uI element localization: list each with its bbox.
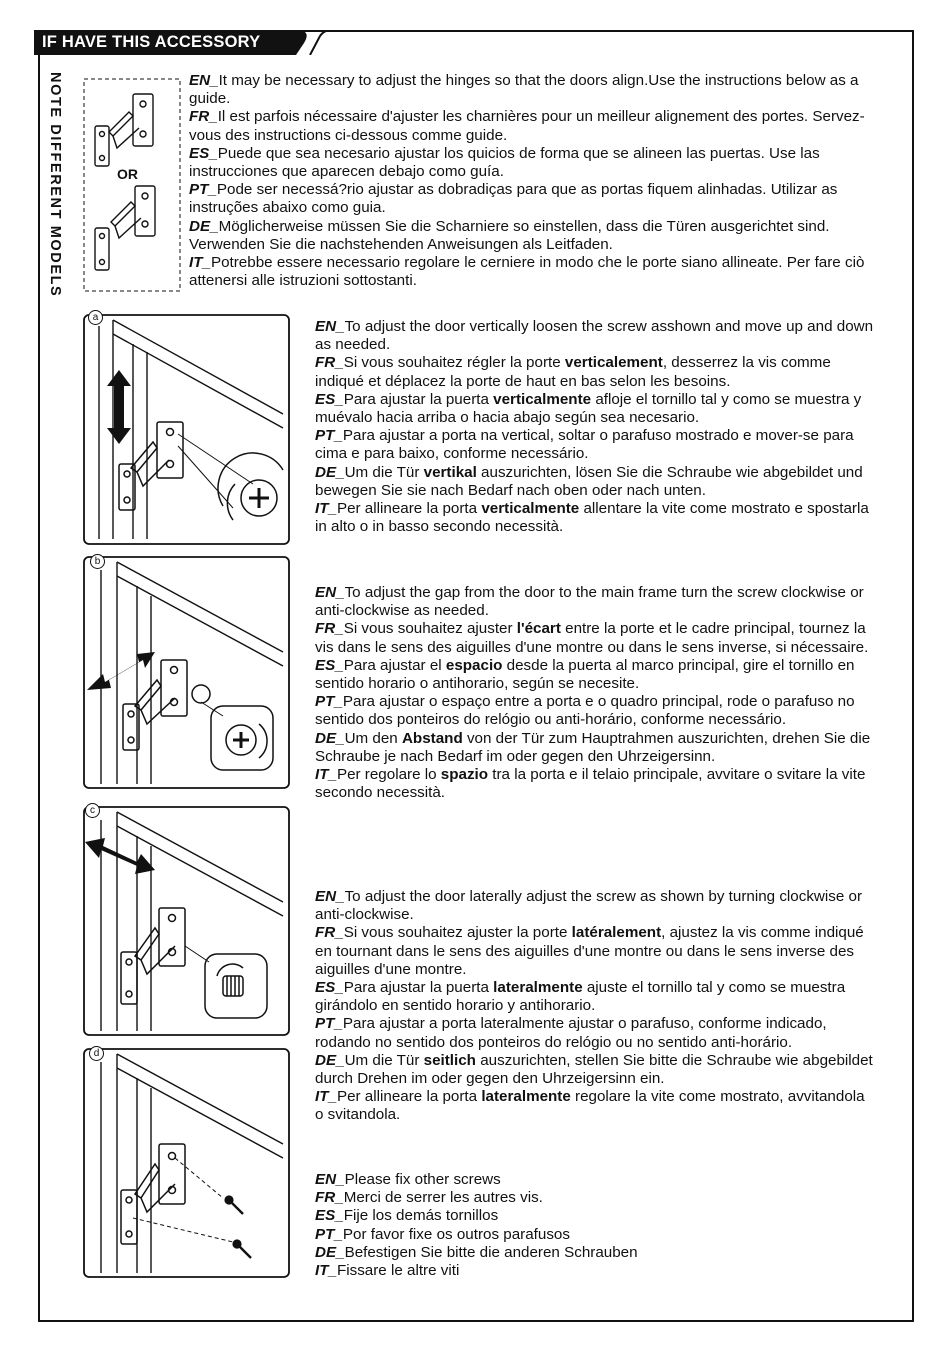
step-entry-pt xyxy=(315,427,875,463)
lang-code: PT xyxy=(315,1015,335,1033)
lang-separator: _ xyxy=(336,1243,345,1261)
keyword: l'écart xyxy=(516,620,561,638)
figure-a xyxy=(83,314,290,545)
lang-code: EN xyxy=(315,888,337,905)
entry-text: Möglicherweise müssen Sie die Scharniere so einstellen, dass die Türen ausgerichtet sind. Verwenden Sie die nachstehenden Anweisungen als Leitfaden. xyxy=(189,217,830,253)
lang-separator: _ xyxy=(334,427,343,445)
step-entry-pt xyxy=(315,1226,875,1244)
entry-text: Merci de serrer les autres vis. xyxy=(343,1189,543,1207)
keyword: seitlich xyxy=(423,1051,476,1069)
or-label: OR xyxy=(117,166,138,182)
keyword: verticalmente xyxy=(481,500,580,518)
step-entry-de xyxy=(315,730,875,766)
entry-text: Para ajustar a porta na vertical, soltar o parafuso mostrado e mover-se para cima e para baixo, conforme necessário. xyxy=(315,427,854,463)
lang-separator: _ xyxy=(336,463,345,481)
step-entry-es xyxy=(315,391,875,427)
lang-code: FR xyxy=(315,1189,336,1207)
side-note xyxy=(45,72,65,332)
step-entry-pt xyxy=(315,693,875,729)
intro-entry-es xyxy=(189,145,869,181)
intro-entry-fr xyxy=(189,108,869,144)
lang-code: DE xyxy=(315,463,337,481)
lang-separator: _ xyxy=(336,584,345,601)
intro-entry-pt xyxy=(189,181,869,217)
entry-text: Para ajustar a porta lateralmente ajustar o parafuso, conforme indicado, rodando no sentido dos ponteiros do relógio ou no sentido anti-horário. xyxy=(315,1015,827,1051)
lang-separator: _ xyxy=(210,72,219,89)
entry-text: tra la porta e il telaio principale, avvitare o svitare la vite secondo necessità. xyxy=(315,766,866,802)
keyword: lateralmente xyxy=(493,979,583,997)
lang-separator: _ xyxy=(335,924,344,942)
lang-separator: _ xyxy=(334,1225,343,1243)
keyword: Abstand xyxy=(401,729,463,747)
entry-text: Puede que sea necesario ajustar los quicios de forma que se alineen las puertas. Use las instrucciones que aparecen debajo como guía. xyxy=(189,144,820,181)
side-note-text: NOTE DIFFERENT MODELS xyxy=(47,72,63,298)
step-badge-d: d xyxy=(89,1046,104,1061)
lang-code: PT xyxy=(315,1225,335,1243)
entry-text: Um den xyxy=(344,729,402,747)
keyword: verticalement xyxy=(564,354,663,372)
step-entry-fr xyxy=(315,354,875,390)
lang-separator: _ xyxy=(335,1207,344,1225)
screw-icon xyxy=(225,1196,243,1214)
rotate-arrow-icon xyxy=(217,964,243,976)
lang-separator: _ xyxy=(335,354,344,372)
lang-separator: _ xyxy=(328,766,337,784)
lang-separator: _ xyxy=(335,656,344,674)
step-badge-a: a xyxy=(88,310,103,325)
entry-text: , desserrez la vis comme indiqué et déplacez la porte de haut en bas selon les besoins. xyxy=(315,354,831,390)
lang-separator: _ xyxy=(210,217,219,235)
rotate-arrow-icon xyxy=(259,724,267,758)
step-entry-fr xyxy=(315,924,875,979)
lang-code: PT xyxy=(315,427,335,445)
entry-text: Para ajustar la puerta xyxy=(343,390,494,408)
lang-code: ES xyxy=(315,979,336,997)
intro-text xyxy=(189,72,869,290)
step-entry-en xyxy=(315,318,875,354)
entry-text: Si vous souhaitez ajuster xyxy=(343,620,517,638)
entry-text: Pode ser necessá?rio ajustar as dobradiças para que as portas fiquem alinhadas. Utilizar as instruções abaixo como guia. xyxy=(189,181,838,217)
entry-text: Si vous souhaitez ajuster la porte xyxy=(343,924,572,942)
intro-entry-de xyxy=(189,218,869,254)
hinge-icon xyxy=(119,422,183,510)
entry-text: allentare la vite come mostrato e spostarla in alto o in basso secondo necessità. xyxy=(315,500,869,536)
lang-separator: _ xyxy=(336,318,345,335)
intro-entry-en xyxy=(189,72,869,108)
lang-separator: _ xyxy=(328,500,337,518)
lang-code: PT xyxy=(315,693,335,711)
entry-text: To adjust the door laterally adjust the screw as shown by turning clockwise or anti-clockwise. xyxy=(315,888,863,924)
lang-code: FR xyxy=(189,108,210,126)
lang-code: EN xyxy=(189,72,211,89)
step-entry-pt xyxy=(315,1015,875,1051)
entry-text: desde la puerta al marco principal, gire el tornillo en sentido horario o antihorario, según se necesite. xyxy=(315,656,855,693)
keyword: lateralmente xyxy=(481,1088,571,1106)
step-entry-it xyxy=(315,500,875,536)
up-down-arrow-icon xyxy=(107,370,131,444)
lang-separator: _ xyxy=(328,1088,337,1106)
entry-text: afloje el tornillo tal y como se muestra y muévalo hacia arriba o hacia abajo según sea necesario. xyxy=(315,390,862,427)
lang-separator: _ xyxy=(335,1189,344,1207)
entry-text: , ajustez la vis comme indiqué en tournant dans le sens des aiguilles d'une montre ou dans le sens inverse des aiguilles d'une montre. xyxy=(315,924,864,978)
lang-code: IT xyxy=(189,254,203,272)
entry-text: von der Tür zum Hauptrahmen auszurichten, drehen Sie die Schraube je nach Bedarf im oder gegen den Uhrzeigersinn. xyxy=(315,729,871,765)
lang-separator: _ xyxy=(334,1015,343,1033)
entry-text: Per regolare lo xyxy=(336,766,441,784)
step-d-text xyxy=(315,1171,875,1280)
keyword: latéralement xyxy=(571,924,662,942)
step-c-text xyxy=(315,888,875,1125)
step-entry-en xyxy=(315,1171,875,1189)
step-entry-de xyxy=(315,1052,875,1088)
lang-separator: _ xyxy=(209,108,218,126)
hinge-icon xyxy=(95,186,155,270)
entry-text: auszurichten, stellen Sie bitte die Schraube wie abgebildet durch Drehen im oder gegen den Uhrzeigersinn ein. xyxy=(315,1051,873,1088)
banner-title: IF HAVE THIS ACCESSORY xyxy=(42,33,261,51)
step-badge-b: b xyxy=(90,554,105,569)
lang-code: ES xyxy=(315,390,336,408)
lang-code: FR xyxy=(315,620,336,638)
entry-text: To adjust the door vertically loosen the screw asshown and move up and down as needed. xyxy=(315,318,874,354)
hinge-icon xyxy=(123,660,210,750)
entry-text: entre la porte et le cadre principal, tournez la vis dans le sens des aiguilles d'une montre ou dans le sens inverse, si nécessaire. xyxy=(315,620,869,656)
hinge-icon xyxy=(121,1144,185,1244)
lang-code: EN xyxy=(315,1171,337,1188)
entry-text: auszurichten, lösen Sie die Schraube wie abgebildet und bewegen Sie sie nach Bedarf nach oben oder nach unten. xyxy=(315,463,863,499)
screw-icon xyxy=(233,1240,251,1258)
lang-separator: _ xyxy=(334,693,343,711)
lang-code: DE xyxy=(315,1051,337,1069)
step-entry-it xyxy=(315,766,875,802)
lang-code: DE xyxy=(189,217,211,235)
hinge-icon xyxy=(95,94,153,166)
lang-code: EN xyxy=(315,318,337,335)
step-entry-fr xyxy=(315,620,875,656)
entry-text: Il est parfois nécessaire d'ajuster les charnières pour un meilleur alignement des portes. Servez-vous des instructions ci-dessous comme guide. xyxy=(189,108,865,144)
lang-code: IT xyxy=(315,1088,329,1106)
rotate-arrow-icon xyxy=(227,484,235,520)
lang-code: EN xyxy=(315,584,337,601)
lang-code: DE xyxy=(315,1243,337,1261)
step-entry-de xyxy=(315,464,875,500)
step-entry-en xyxy=(315,584,875,620)
intro-figure xyxy=(83,78,181,292)
lang-code: ES xyxy=(189,144,210,162)
left-right-arrow-icon xyxy=(87,652,155,690)
keyword: spazio xyxy=(440,766,489,784)
lang-code: FR xyxy=(315,354,336,372)
lang-code: IT xyxy=(315,766,329,784)
entry-text: Befestigen Sie bitte die anderen Schrauben xyxy=(344,1243,638,1261)
figure-c xyxy=(83,806,290,1036)
entry-text: Per allineare la porta xyxy=(336,1088,482,1106)
entry-text: ajuste el tornillo tal y como se muestra girándolo en sentido horario y antihorario. xyxy=(315,979,846,1015)
lang-separator: _ xyxy=(336,1171,345,1188)
entry-text: Si vous souhaitez régler la porte xyxy=(343,354,565,372)
intro-entry-it xyxy=(189,254,869,290)
entry-text: Para ajustar el xyxy=(343,656,446,674)
lang-code: IT xyxy=(315,500,329,518)
screw-icon xyxy=(211,706,273,770)
lang-separator: _ xyxy=(328,1262,337,1280)
lang-separator: _ xyxy=(336,1051,345,1069)
entry-text: Para ajustar la puerta xyxy=(343,979,494,997)
entry-text: regolare la vite come mostrato, avvitandola o svitandola. xyxy=(315,1088,865,1124)
figure-b xyxy=(83,556,290,789)
lang-separator: _ xyxy=(336,729,345,747)
lang-code: ES xyxy=(315,1207,336,1225)
lang-separator: _ xyxy=(336,888,345,905)
hinge-icon xyxy=(121,908,185,1004)
entry-text: Um die Tür xyxy=(344,463,424,481)
entry-text: Please fix other screws xyxy=(344,1171,501,1188)
step-entry-de xyxy=(315,1244,875,1262)
lang-code: ES xyxy=(315,656,336,674)
step-entry-fr xyxy=(315,1189,875,1207)
step-entry-it xyxy=(315,1262,875,1280)
lang-code: FR xyxy=(315,924,336,942)
lang-separator: _ xyxy=(208,181,217,199)
lang-separator: _ xyxy=(335,979,344,997)
entry-text: Para ajustar o espaço entre a porta e o quadro principal, rode o parafuso no sentido dos ponteiros do relógio ou anti-horário, conforme necessário. xyxy=(315,693,855,729)
step-b-text xyxy=(315,584,875,802)
step-entry-en xyxy=(315,888,875,924)
step-entry-es xyxy=(315,657,875,693)
entry-text: Per allineare la porta xyxy=(336,500,482,518)
lang-separator: _ xyxy=(335,620,344,638)
step-entry-es xyxy=(315,979,875,1015)
keyword: vertikal xyxy=(423,463,477,481)
section-banner xyxy=(34,30,334,55)
entry-text: Por favor fixe os outros parafusos xyxy=(342,1225,570,1243)
step-entry-es xyxy=(315,1207,875,1225)
entry-text: Fissare le altre viti xyxy=(336,1262,460,1280)
lang-code: PT xyxy=(189,181,209,199)
lang-separator: _ xyxy=(335,390,344,408)
diagonal-arrow-icon xyxy=(85,838,155,874)
figure-d xyxy=(83,1048,290,1278)
entry-text: Um die Tür xyxy=(344,1051,424,1069)
entry-text: It may be necessary to adjust the hinges so that the doors align.Use the instructions below as a guide. xyxy=(189,72,859,108)
step-entry-it xyxy=(315,1088,875,1124)
step-a-text xyxy=(315,318,875,536)
lang-code: DE xyxy=(315,729,337,747)
entry-text: Potrebbe essere necessario regolare le cerniere in modo che le porte siano allineate. Per fare ciò attenersi alle istruzioni sottostanti. xyxy=(189,254,865,290)
lang-separator: _ xyxy=(209,144,218,162)
step-badge-c: c xyxy=(85,803,100,818)
keyword: espacio xyxy=(445,656,503,674)
lang-separator: _ xyxy=(202,254,211,272)
keyword: verticalmente xyxy=(493,390,592,408)
entry-text: Fije los demás tornillos xyxy=(343,1207,499,1225)
entry-text: To adjust the gap from the door to the main frame turn the screw clockwise or anti-clockwise as needed. xyxy=(315,584,864,620)
lang-code: IT xyxy=(315,1262,329,1280)
